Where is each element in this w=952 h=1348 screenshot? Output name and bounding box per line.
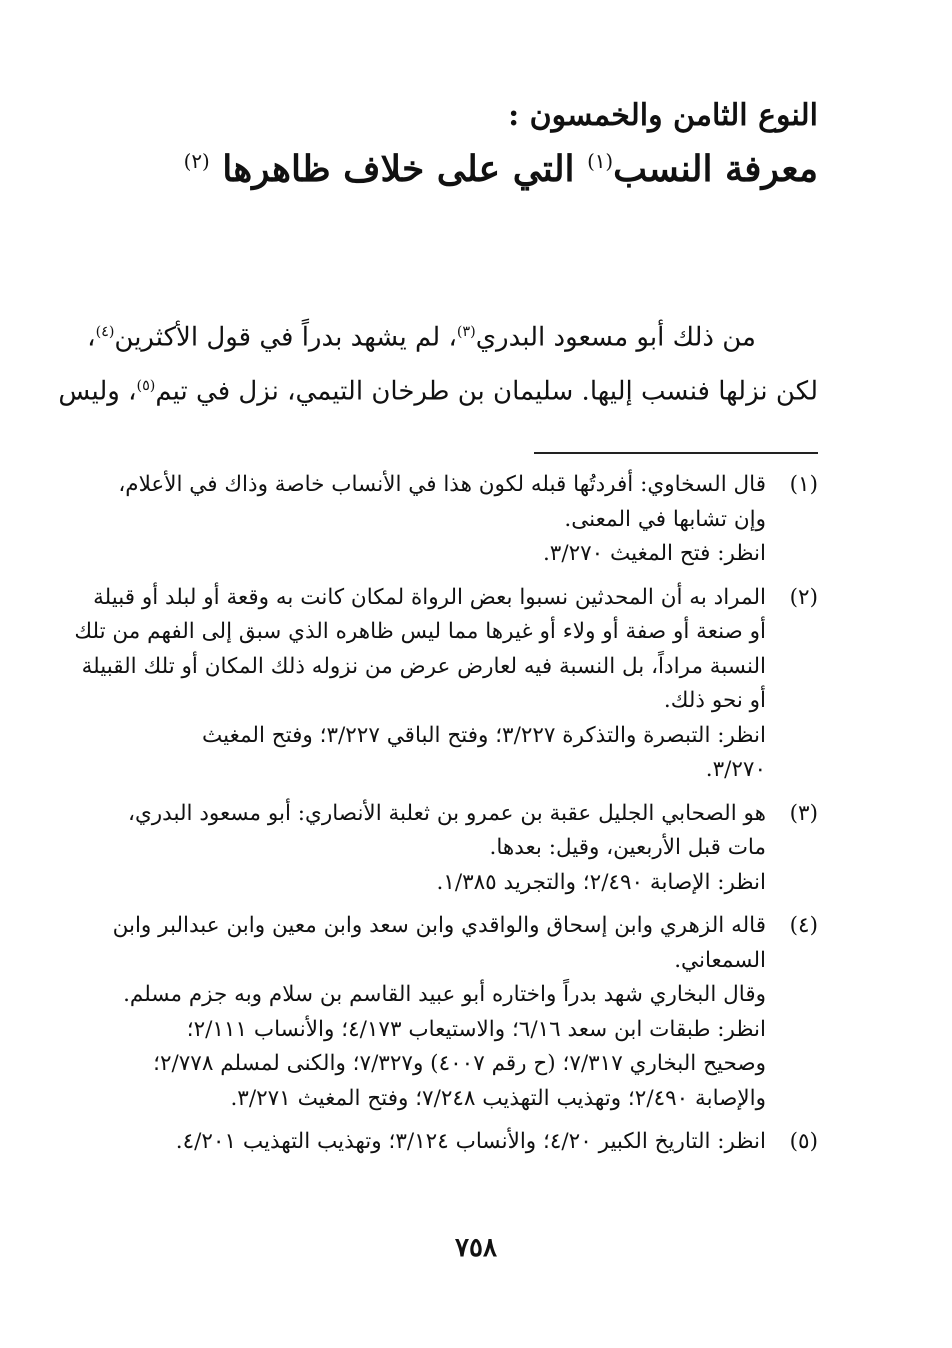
footnote-1 bbox=[118, 468, 818, 572]
footnote-ref-4: (٤) bbox=[95, 324, 115, 340]
footnote-line: انظر: طبقات ابن سعد ٦/١٦؛ والاستيعاب ٤/١٧٣؛ والأنساب ٢/١١١؛ bbox=[186, 1016, 766, 1042]
footnote-number: (١) bbox=[789, 472, 818, 497]
footnote-ref-2: (٢) bbox=[183, 150, 210, 173]
page-number: ٧٥٨ bbox=[455, 1233, 497, 1263]
footnote-divider bbox=[534, 452, 818, 454]
footnote-line: أو صنعة أو صفة أو ولاء أو غيرها مما ليس ظاهره الذي سبق إلى الفهم من تلك bbox=[74, 619, 766, 644]
footnote-line: النسبة مراداً، بل النسبة فيه لعارض عرض من نزوله ذلك المكان أو تلك القبيلة bbox=[81, 653, 766, 679]
footnote-ref-3: (٣) bbox=[456, 324, 476, 340]
body-line-2: لكن نزلها فنسب إليها. سليمان بن طرخان التيمي، نزل في تيم$^{(٥)}$، وليس bbox=[58, 376, 818, 407]
footnote-2 bbox=[74, 581, 818, 788]
chapter-title bbox=[184, 148, 818, 190]
footnote-ref-5: (٥) bbox=[136, 377, 156, 394]
footnote-line: أو نحو ذلك. bbox=[663, 688, 766, 713]
title-part-2: التي على خلاف ظاهرها bbox=[209, 148, 588, 190]
footnote-number: (٢) bbox=[789, 584, 818, 610]
footnote-line: انظر: الإصابة ٢/٤٩٠؛ والتجريد ١/٣٨٥. bbox=[436, 869, 766, 895]
footnote-line: وإن تشابها في المعنى. bbox=[564, 506, 766, 532]
footnote-4 bbox=[112, 909, 818, 1116]
footnote-number: (٥) bbox=[789, 1129, 818, 1154]
footnote-line: قال السخاوي: أفردتُها قبله لكون هذا في الأنساب خاصة وذاك في الأعلام، bbox=[118, 472, 766, 497]
footnote-5 bbox=[128, 1125, 818, 1160]
footnote-line: انظر: التاريخ الكبير ٤/٢٠؛ والأنساب ٣/١٢٤؛ وتهذيب التهذيب ٤/٢٠١. bbox=[175, 1129, 766, 1154]
body-text bbox=[58, 308, 818, 415]
chapter-heading: النوع الثامن والخمسون : bbox=[508, 98, 818, 133]
footnote-line: هو الصحابي الجليل عقبة بن عمرو بن ثعلبة الأنصاري: أبو مسعود البدري، bbox=[128, 800, 766, 826]
footnote-line: ٣/٢٧٠. bbox=[705, 757, 766, 782]
title-part-1: معرفة النسب bbox=[613, 148, 818, 190]
footnote-line: مات قبل الأربعين، وقيل: بعدها. bbox=[489, 835, 766, 860]
footnote-line: المراد به أن المحدثين نسبوا بعض الرواة لمكان كانت به وقعة أو لبلد أو قبيلة bbox=[93, 584, 766, 610]
footnote-3 bbox=[128, 797, 818, 901]
footnote-line: وصحيح البخاري ٧/٣١٧؛ (ح رقم ٤٠٠٧) و٧/٣٢٧؛ والكنى لمسلم ٢/٧٧٨؛ bbox=[153, 1051, 766, 1076]
footnote-line: انظر: التبصرة والتذكرة ٣/٢٢٧؛ وفتح الباقي ٣/٢٢٧؛ وفتح المغيث bbox=[202, 722, 766, 748]
footnote-line: وقال البخاري شهد بدراً واختاره أبو عبيد القاسم بن سلام وبه جزم مسلم. bbox=[123, 982, 766, 1007]
footnote-number: (٣) bbox=[789, 800, 818, 826]
footnote-line: والإصابة ٢/٤٩٠؛ وتهذيب التهذيب ٧/٢٤٨؛ وفتح المغيث ٣/٢٧١. bbox=[230, 1085, 766, 1111]
footnote-line: قاله الزهري وابن إسحاق والواقدي وابن سعد وابن معين وابن عبدالبر وابن bbox=[112, 913, 766, 938]
footnote-line: انظر: فتح المغيث ٣/٢٧٠. bbox=[542, 541, 766, 566]
footnote-number: (٤) bbox=[789, 913, 818, 938]
footnotes bbox=[74, 468, 818, 1169]
footnote-line: السمعاني. bbox=[674, 947, 766, 973]
body-line-1: من ذلك أبو مسعود البدري$^{(٣)}$، لم يشهد بدراً في قول الأكثرين$^{(٤)}$، bbox=[87, 322, 756, 353]
footnote-ref-1: (١) bbox=[587, 150, 614, 173]
